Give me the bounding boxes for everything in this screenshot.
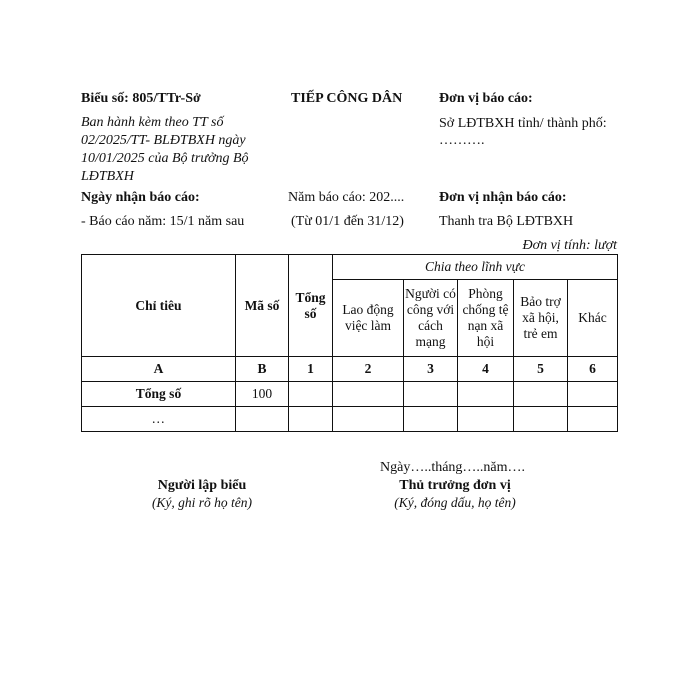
receive-date-value: - Báo cáo năm: 15/1 năm sau <box>81 214 245 229</box>
index-cell: 6 <box>568 357 618 382</box>
header-code: Mã số <box>236 255 289 357</box>
table-cell <box>289 407 333 432</box>
form-number: Biểu số: 805/TTr-Sở <box>81 91 201 106</box>
header-labor-employment: Lao động việc làm <box>333 280 404 357</box>
header-social-protection: Bảo trợ xã hội, trẻ em <box>514 280 568 357</box>
index-cell: 3 <box>404 357 458 382</box>
table-cell <box>568 407 618 432</box>
report-period: (Từ 01/1 đến 31/12) <box>291 214 404 229</box>
table-cell <box>333 407 404 432</box>
table-cell <box>568 382 618 407</box>
index-row <box>82 357 618 382</box>
table-cell <box>236 407 289 432</box>
index-cell: 2 <box>333 357 404 382</box>
index-cell: B <box>236 357 289 382</box>
header-total: Tổng số <box>289 255 333 357</box>
receive-date-label: Ngày nhận báo cáo: <box>81 190 200 205</box>
table-cell <box>404 407 458 432</box>
receiving-unit-value: Thanh tra Bộ LĐTBXH <box>439 214 574 229</box>
header-revolution-merit: Người có công với cách mạng <box>404 280 458 357</box>
header-field-group: Chia theo lĩnh vực <box>333 255 618 280</box>
index-cell: 4 <box>458 357 514 382</box>
ellipsis-row <box>82 407 618 432</box>
preparer-note: (Ký, ghi rõ họ tên) <box>151 495 253 510</box>
table-cell <box>458 407 514 432</box>
index-cell: A <box>82 357 236 382</box>
index-cell: 1 <box>289 357 333 382</box>
report-year: Năm báo cáo: 202.... <box>288 190 405 205</box>
total-row-label: Tổng số <box>82 382 236 407</box>
table-cell <box>514 382 568 407</box>
table-cell <box>404 382 458 407</box>
header-social-evils: Phòng chống tệ nạn xã hội <box>458 280 514 357</box>
unit-of-measure: Đơn vị tính: lượt <box>522 238 617 253</box>
total-row-code: 100 <box>236 382 289 407</box>
table-cell <box>458 382 514 407</box>
table-cell <box>289 382 333 407</box>
head-title: Thủ trưởng đơn vị <box>399 478 511 493</box>
receiving-unit-label: Đơn vị nhận báo cáo: <box>439 190 567 205</box>
reporting-unit-label: Đơn vị báo cáo: <box>439 91 533 106</box>
ellipsis-row-label: … <box>82 407 236 432</box>
table-cell <box>333 382 404 407</box>
header-other: Khác <box>568 280 618 357</box>
index-cell: 5 <box>514 357 568 382</box>
issued-note: Ban hành kèm theo TT số 02/2025/TT- BLĐTBXH ngày 10/01/2025 của Bộ trưởng Bộ LĐTBXH <box>81 115 249 184</box>
form-title: TIẾP CÔNG DÂN <box>291 91 403 106</box>
reporting-unit-value: Sở LĐTBXH tỉnh/ thành phố: <box>439 116 607 131</box>
table-cell <box>514 407 568 432</box>
header-indicator: Chỉ tiêu <box>82 255 236 357</box>
preparer-title: Người lập biểu <box>157 478 247 493</box>
head-note: (Ký, đóng dấu, họ tên) <box>394 495 516 510</box>
total-row <box>82 382 618 407</box>
reporting-unit-dots: ………. <box>439 133 485 148</box>
date-line: Ngày…..tháng…..năm…. <box>380 460 526 475</box>
report-table <box>81 254 618 432</box>
